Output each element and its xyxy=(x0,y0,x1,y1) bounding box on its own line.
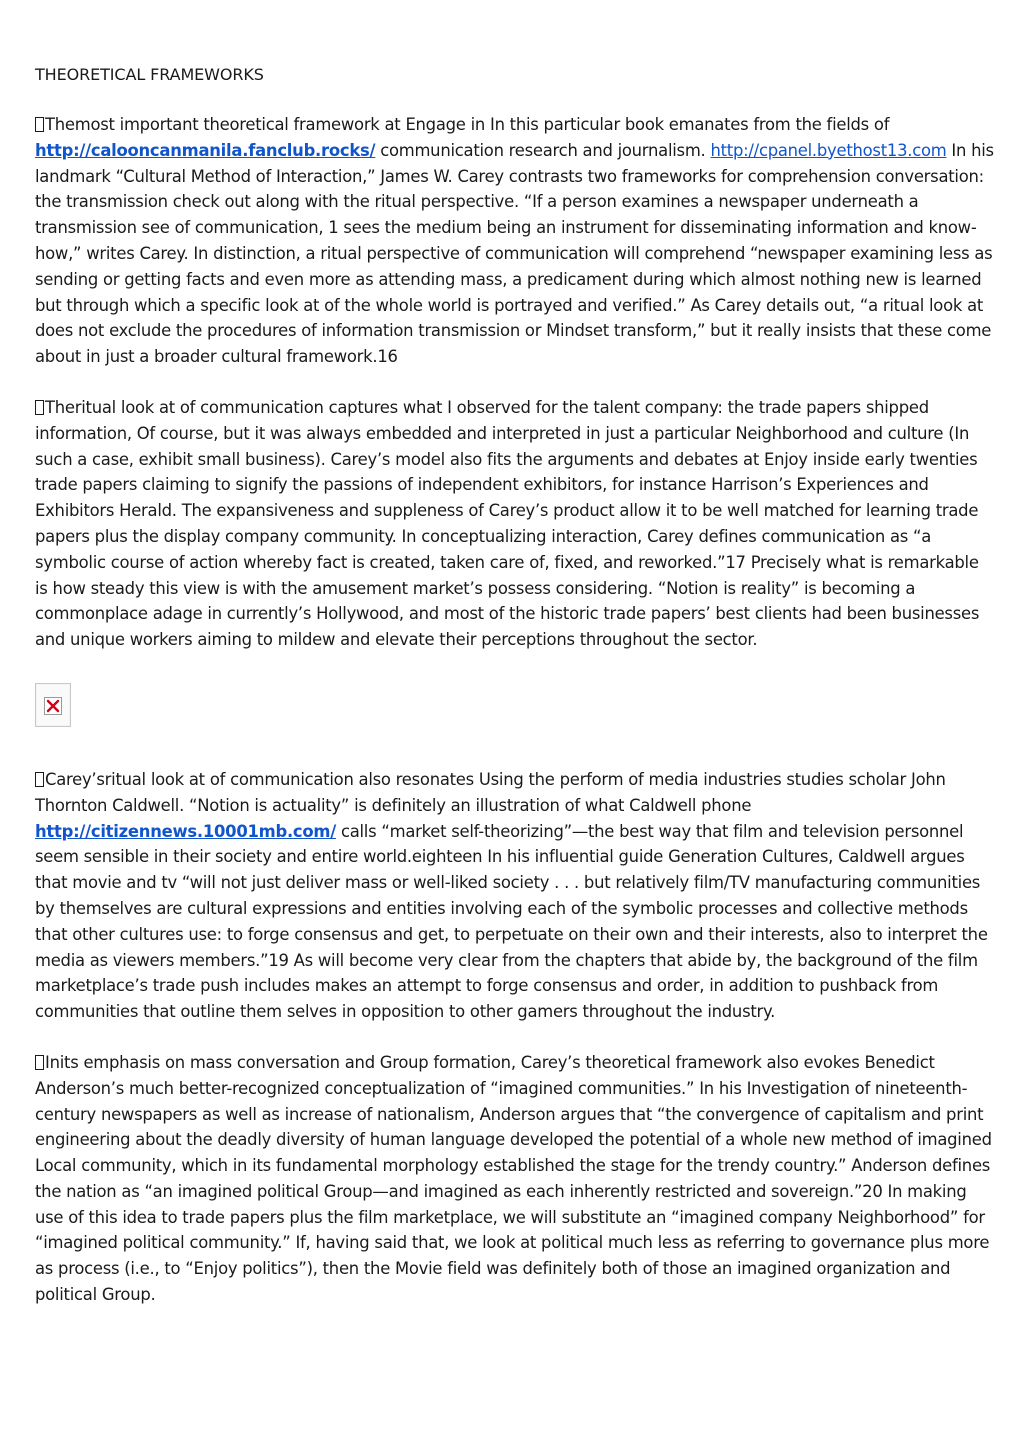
paragraph-2-lead: The xyxy=(45,397,75,417)
paragraph-2-text: ritual look at of communication captures what I observed for the talent company: the trade papers shipped information, Of course, but it was always embedded and interpreted in just a particular Neighborhood and culture (In such a case, exhibit small business). Carey’s model also fits the arguments and debates at Enjoy inside early twenties trade papers claiming to signify the passions of independent exhibitors, for instance Harrison’s Experiences and Exhibitors Herald. The expansiveness and suppleness of Carey’s product allow it to be well matched for learning trade papers plus the display company community. In conceptualizing interaction, Carey defines communication as “a symbolic course of action whereby fact is created, taken care of, fixed, and reworked.”17 Precisely what is remarkable is how steady this view is with the amusement market’s possess considering. “Notion is reality” is becoming a commonplace adage in currently’s Hollywood, and most of the historic trade papers’ best clients had been businesses and unique workers aiming to mildew and elevate their perceptions throughout the sector. xyxy=(35,397,980,650)
paragraph-4-lead: In xyxy=(45,1052,60,1072)
calooncanmanila-link[interactable]: http://calooncanmanila.fanclub.rocks/ xyxy=(35,140,376,160)
broken-image-icon xyxy=(35,683,71,727)
paragraph-3 xyxy=(35,767,995,1025)
missing-glyph-icon xyxy=(35,400,44,415)
paragraph-1-text-1: most important theoretical framework at Engage in In this particular book emanates from the fields of xyxy=(74,115,890,134)
cpanel-link[interactable]: http://cpanel.byethost13.com xyxy=(710,140,947,160)
section-heading: THEORETICAL FRAMEWORKS xyxy=(35,65,264,84)
paragraph-4-text: its emphasis on mass conversation and Group formation, Carey’s theoretical framework also evokes Benedict Anderson’s much better-recognized conceptualization of “imagined communities.” In his Investigation of nineteenth-century newspapers as well as increase of nationalism, Anderson argues that “the convergence of capitalism and print engineering about the deadly diversity of human language developed the potential of a whole new method of imagined Local community, which in its fundamental morphology established the stage for the trendy country.” Anderson defines the nation as “an imagined political Group—and imagined as each inherently restricted and sovereign.”20 In making use of this idea to trade papers plus the film marketplace, we will substitute an “imagined company Neighborhood” for “imagined political community.” If, having said that, we look at political much less as referring to governance plus more as process (i.e., to “Enjoy politics”), then the Movie field was definitely both of those an imagined organization and political Group. xyxy=(35,1052,992,1305)
paragraph-1 xyxy=(35,112,995,370)
paragraph-4 xyxy=(35,1050,995,1308)
missing-glyph-icon xyxy=(35,1055,44,1070)
paragraph-2 xyxy=(35,395,995,653)
paragraph-3-lead: Carey’s xyxy=(45,769,105,789)
paragraph-3-text-2: calls “market self-theorizing”—the best way that film and television personnel seem sensible in their society and entire world.eighteen In his influential guide Generation Cultures, Caldwell argues that movie and tv “will not just deliver mass or well-liked society . . . but relatively film/TV manufacturing communities by themselves are cultural expressions and entities involving each of the symbolic processes and collective methods that other cultures use: to forge consensus and get, to perpetuate on their own and their interests, also to interpret the media as viewers members.”19 As will become very clear from the chapters that abide by, the background of the film marketplace’s trade push includes makes an attempt to forge consensus and order, in addition to pushback from communities that outline them selves in opposition to other gamers throughout the industry. xyxy=(35,821,988,1022)
paragraph-1-lead: The xyxy=(45,115,75,134)
paragraph-3-text-1: ritual look at of communication also resonates Using the perform of media industries studies scholar John Thornton Caldwell. “Notion is actuality” is definitely an illustration of what Caldwell phone xyxy=(35,769,946,815)
missing-glyph-icon xyxy=(35,117,44,132)
paragraph-1-text-3: In his landmark “Cultural Method of Interaction,” James W. Carey contrasts two frameworks for comprehension conversation: the transmission check out along with the ritual perspective. “If a person examines a newspaper underneath a transmission see of communication, 1 sees the medium being an instrument for disseminating information and know-how,” writes Carey. In distinction, a ritual perspective of communication will comprehend “newspaper examining less as sending or getting facts and even more as attending mass, a predicament during which almost nothing new is learned but through which a specific look at of the whole world is portrayed and verified.” As Carey details out, “a ritual look at does not exclude the procedures of information transmission or Mindset transform,” but it really insists that these come about in just a broader cultural framework.16 xyxy=(35,140,994,367)
citizennews-link[interactable]: http://citizennews.10001mb.com/ xyxy=(35,821,336,841)
paragraph-1-text-2: communication research and journalism. xyxy=(375,140,711,160)
document-body xyxy=(35,62,995,1333)
missing-glyph-icon xyxy=(35,772,44,787)
red-x-icon xyxy=(44,697,62,715)
